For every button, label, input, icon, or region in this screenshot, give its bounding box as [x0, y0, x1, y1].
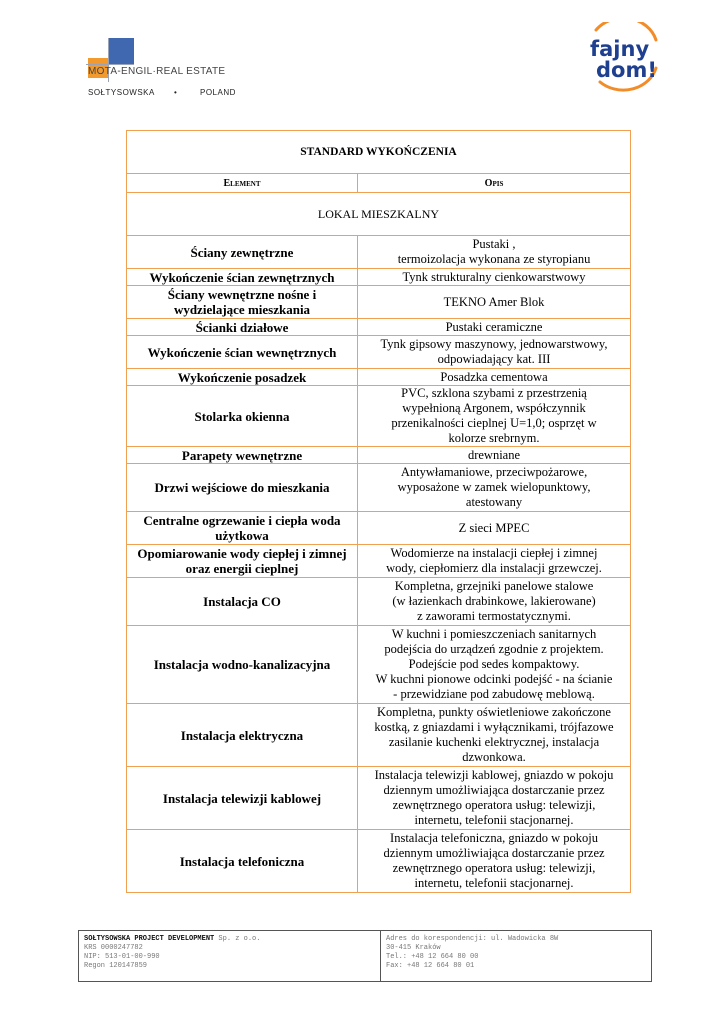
cell-opis: Instalacja telewizji kablowej, gniazdo w pokoju dziennym umożliwiająca dostarczanie przez zewnętrznego operatora usług: telewizji, internetu, telefonii stacjonarnej. [358, 767, 631, 830]
logo-subtitle-right: POLAND [200, 88, 236, 97]
logo-subtitle-left: SOŁTYSOWSKA [88, 88, 155, 97]
cell-element: Centralne ogrzewanie i ciepła woda użytkowa [127, 512, 358, 545]
fajny-dom-logo-graphic [582, 22, 666, 92]
fajny-dom-logo [582, 22, 666, 92]
table-header-row [127, 174, 631, 193]
cell-opis: W kuchni i pomieszczeniach sanitarnych podejścia do urządzeń zgodnie z projektem. Podejście pod sedes kompaktowy. W kuchni pionowe odcinki podejść - na ścianie - przewidziane pod zabudowę meblową. [358, 626, 631, 704]
cell-element: Instalacja elektryczna [127, 704, 358, 767]
cell-element: Ściany wewnętrzne nośne i wydzielające mieszkania [127, 286, 358, 319]
footer-nip: NIP: 513-01-00-990 [84, 953, 160, 961]
logo-brand-text: MOTA-ENGIL·REAL ESTATE [88, 66, 226, 77]
footer-company-name: SOŁTYSOWSKA PROJECT DEVELOPMENT Sp. z o.o. [84, 935, 261, 943]
table-title: STANDARD WYKOŃCZENIA [127, 131, 631, 174]
table-row [127, 386, 631, 447]
table-row [127, 578, 631, 626]
table-row [127, 464, 631, 512]
table-row [127, 626, 631, 704]
footer-krs: KRS 0000247782 [84, 944, 143, 952]
cell-opis: Z sieci MPEC [358, 512, 631, 545]
cell-opis: Antywłamaniowe, przeciwpożarowe, wyposażone w zamek wielopunktowy, atestowany [358, 464, 631, 512]
footer-address-block [381, 931, 651, 981]
table-row [127, 512, 631, 545]
table-row [127, 319, 631, 336]
footer-city: 30-415 Kraków [386, 944, 441, 952]
table-row [127, 830, 631, 893]
cell-opis: Tynk strukturalny cienkowarstwowy [358, 269, 631, 286]
cell-element: Ściany zewnętrzne [127, 236, 358, 269]
table-row [127, 545, 631, 578]
logo-blue-square [108, 38, 134, 64]
mota-engil-logo [86, 36, 246, 106]
table-row [127, 336, 631, 369]
logo-word-dom: dom! [596, 58, 657, 82]
logo-word-fajny: fajny [590, 37, 650, 61]
table-title-row [127, 131, 631, 174]
cell-opis: Pustaki , termoizolacja wykonana ze styropianu [358, 236, 631, 269]
logo-subtitle [88, 88, 238, 97]
logo-divider-horizontal [86, 64, 134, 65]
page-footer [78, 930, 652, 982]
cell-element: Instalacja telefoniczna [127, 830, 358, 893]
cell-opis: Kompletna, grzejniki panelowe stalowe (w łazienkach drabinkowe, lakierowane) z zaworami termostatycznymi. [358, 578, 631, 626]
column-header-opis: Opis [358, 174, 631, 193]
cell-element: Drzwi wejściowe do mieszkania [127, 464, 358, 512]
table-row [127, 269, 631, 286]
footer-address: Adres do korespondencji: ul. Wadowicka 8W [386, 935, 559, 943]
cell-opis: Instalacja telefoniczna, gniazdo w pokoju dziennym umożliwiająca dostarczanie przez zewnętrznego operatora usług: telewizji, internetu, telefonii stacjonarnej. [358, 830, 631, 893]
cell-element: Wykończenie posadzek [127, 369, 358, 386]
footer-regon: Regon 120147859 [84, 962, 148, 970]
spec-table [126, 130, 631, 893]
cell-element: Opomiarowanie wody ciepłej i zimnej oraz energii cieplnej [127, 545, 358, 578]
table-row [127, 286, 631, 319]
cell-element: Instalacja telewizji kablowej [127, 767, 358, 830]
cell-element: Stolarka okienna [127, 386, 358, 447]
footer-tel: Tel.: +48 12 664 80 00 [386, 953, 479, 961]
table-row [127, 704, 631, 767]
cell-element: Ścianki działowe [127, 319, 358, 336]
column-header-element: Element [127, 174, 358, 193]
cell-opis: drewniane [358, 447, 631, 464]
table-row [127, 767, 631, 830]
cell-element: Wykończenie ścian wewnętrznych [127, 336, 358, 369]
logo-subtitle-dot: • [174, 88, 178, 97]
section-label: LOKAL MIESZKALNY [127, 193, 631, 236]
cell-opis: Tynk gipsowy maszynowy, jednowarstwowy, odpowiadający kat. III [358, 336, 631, 369]
cell-element: Instalacja CO [127, 578, 358, 626]
cell-opis: Wodomierze na instalacji ciepłej i zimnej wody, ciepłomierz dla instalacji grzewczej. [358, 545, 631, 578]
cell-opis: Kompletna, punkty oświetleniowe zakończone kostką, z gniazdami i wyłącznikami, trójfazowe zasilanie kuchenki elektrycznej, instalacja dzwonkowa. [358, 704, 631, 767]
table-row [127, 447, 631, 464]
cell-opis: PVC, szklona szybami z przestrzenią wypełnioną Argonem, współczynnik przenikalności cieplnej U=1,0; osprzęt w kolorze srebrnym. [358, 386, 631, 447]
cell-opis: Posadzka cementowa [358, 369, 631, 386]
footer-fax: Fax: +48 12 664 80 01 [386, 962, 475, 970]
cell-element: Wykończenie ścian zewnętrznych [127, 269, 358, 286]
table-section-row [127, 193, 631, 236]
cell-opis: TEKNO Amer Blok [358, 286, 631, 319]
table-row [127, 236, 631, 269]
footer-company-block [79, 931, 381, 981]
cell-opis: Pustaki ceramiczne [358, 319, 631, 336]
cell-element: Parapety wewnętrzne [127, 447, 358, 464]
cell-element: Instalacja wodno-kanalizacyjna [127, 626, 358, 704]
table-row [127, 369, 631, 386]
